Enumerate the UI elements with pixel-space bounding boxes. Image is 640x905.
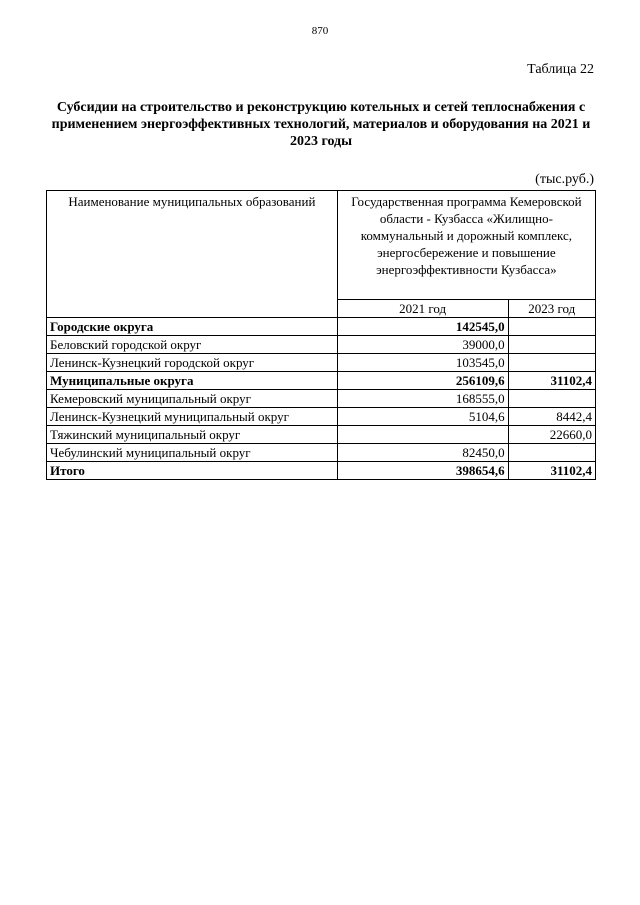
table-row bbox=[47, 426, 596, 444]
table-row bbox=[47, 408, 596, 426]
value-2023-cell: 8442,4 bbox=[508, 408, 595, 426]
value-2023-cell: 22660,0 bbox=[508, 426, 595, 444]
municipality-cell: Ленинск-Кузнецкий городской округ bbox=[47, 354, 338, 372]
header-program: Государственная программа Кемеровской области - Кузбасса «Жилищно-коммунальный и дорожный комплекс, энергосбережение и повышение энергоэффективности Кузбасса» bbox=[337, 191, 595, 300]
table-label: Таблица 22 bbox=[527, 62, 594, 77]
table-row bbox=[47, 390, 596, 408]
table-row bbox=[47, 372, 596, 390]
value-2023-cell bbox=[508, 354, 595, 372]
value-2021-cell: 168555,0 bbox=[337, 390, 508, 408]
municipality-cell: Кемеровский муниципальный округ bbox=[47, 390, 338, 408]
page-number: 870 bbox=[311, 25, 329, 37]
value-2021-cell: 5104,6 bbox=[337, 408, 508, 426]
table-row bbox=[47, 444, 596, 462]
value-2021-cell bbox=[337, 426, 508, 444]
municipality-cell: Беловский городской округ bbox=[47, 336, 338, 354]
municipality-cell: Ленинск-Кузнецкий муниципальный округ bbox=[47, 408, 338, 426]
value-2021-cell: 82450,0 bbox=[337, 444, 508, 462]
table-title: Субсидии на строительство и реконструкцию котельных и сетей теплоснабжения с применением энергоэффективных технологий, материалов и оборудования на 2021 и 2023 годы bbox=[51, 100, 591, 149]
value-2023-cell bbox=[508, 444, 595, 462]
value-2023-cell: 31102,4 bbox=[508, 462, 595, 480]
units-label: (тыс.руб.) bbox=[535, 172, 594, 187]
value-2023-cell: 31102,4 bbox=[508, 372, 595, 390]
value-2021-cell: 142545,0 bbox=[337, 318, 508, 336]
value-2023-cell bbox=[508, 390, 595, 408]
value-2021-cell: 256109,6 bbox=[337, 372, 508, 390]
value-2021-cell: 398654,6 bbox=[337, 462, 508, 480]
table-row bbox=[47, 318, 596, 336]
table-body bbox=[47, 318, 596, 480]
table-row bbox=[47, 462, 596, 480]
table-row bbox=[47, 354, 596, 372]
municipality-cell: Городские округа bbox=[47, 318, 338, 336]
value-2023-cell bbox=[508, 318, 595, 336]
municipality-cell: Чебулинский муниципальный округ bbox=[47, 444, 338, 462]
subsidy-table bbox=[46, 190, 596, 480]
municipality-cell: Тяжинский муниципальный округ bbox=[47, 426, 338, 444]
municipality-cell: Муниципальные округа bbox=[47, 372, 338, 390]
value-2021-cell: 103545,0 bbox=[337, 354, 508, 372]
header-year-2021: 2021 год bbox=[337, 300, 508, 318]
header-municipality: Наименование муниципальных образований bbox=[47, 191, 338, 318]
table-row bbox=[47, 336, 596, 354]
value-2021-cell: 39000,0 bbox=[337, 336, 508, 354]
value-2023-cell bbox=[508, 336, 595, 354]
municipality-cell: Итого bbox=[47, 462, 338, 480]
header-year-2023: 2023 год bbox=[508, 300, 595, 318]
